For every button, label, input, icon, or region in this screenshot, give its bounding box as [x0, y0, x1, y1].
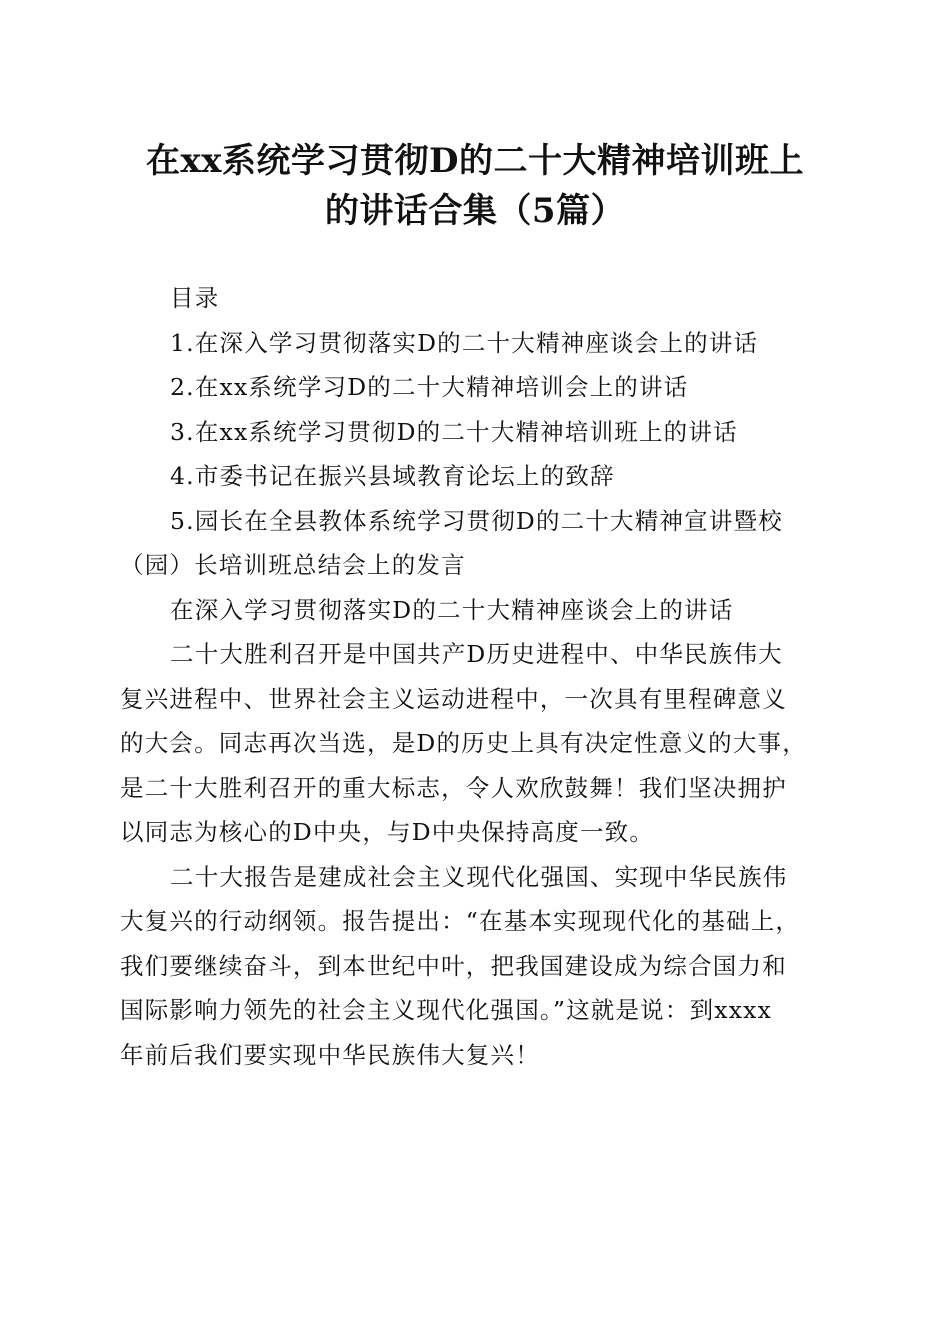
paragraph-line: 二十大报告是建成社会主义现代化强国、实现中华民族伟 — [170, 862, 788, 891]
paragraph-line: 大复兴的行动纲领。报告提出：“在基本实现现代化的基础上， — [120, 907, 801, 935]
paragraph-line: 二十大胜利召开是中国共产D历史进程中、中华民族伟大 — [170, 640, 783, 668]
paragraph-line: 国际影响力领先的社会主义现代化强国。”这就是说：到xxxx — [120, 996, 773, 1024]
toc-item: 2.在xx系统学习D的二十大精神培训会上的讲话 — [170, 373, 689, 401]
title-line-1: 在xx系统学习贯彻D的二十大精神培训班上 — [145, 141, 805, 181]
toc-item-5-line-1: 5.园长在全县教体系统学习贯彻D的二十大精神宣讲暨校 — [170, 506, 783, 535]
toc-item: 3.在xx系统学习贯彻D的二十大精神培训班上的讲话 — [170, 417, 738, 446]
paragraph-1 — [120, 632, 838, 855]
paragraph-line: 复兴进程中、世界社会主义运动进程中，一次具有里程碑意义 — [120, 684, 787, 713]
paragraph-2 — [120, 855, 838, 1078]
paragraph-line: 年前后我们要实现中华民族伟大复兴！ — [120, 1040, 540, 1069]
paragraph-line: 是二十大胜利召开的重大标志，令人欢欣鼓舞！我们坚决拥护 — [120, 773, 787, 802]
paragraph-line: 的大会。同志再次当选，是D的历史上具有决定性意义的大事， — [120, 729, 807, 757]
section-heading: 在深入学习贯彻落实D的二十大精神座谈会上的讲话 — [170, 595, 734, 624]
toc-item-5 — [120, 499, 838, 588]
toc-item: 4.市委书记在振兴县域教育论坛上的致辞 — [170, 462, 615, 490]
paragraph-line: 以同志为核心的D中央，与D中央保持高度一致。 — [120, 818, 655, 846]
toc-item: 1.在深入学习贯彻落实D的二十大精神座谈会上的讲话 — [170, 328, 759, 357]
document-body — [120, 276, 838, 1077]
toc-heading: 目录 — [170, 284, 220, 312]
paragraph-line: 我们要继续奋斗，到本世纪中叶，把我国建设成为综合国力和 — [120, 951, 787, 980]
toc-item-5-line-2: （园）长培训班总结会上的发言 — [120, 551, 466, 579]
document-title — [60, 136, 890, 236]
title-line-2: 的讲话合集（5篇） — [324, 191, 626, 231]
